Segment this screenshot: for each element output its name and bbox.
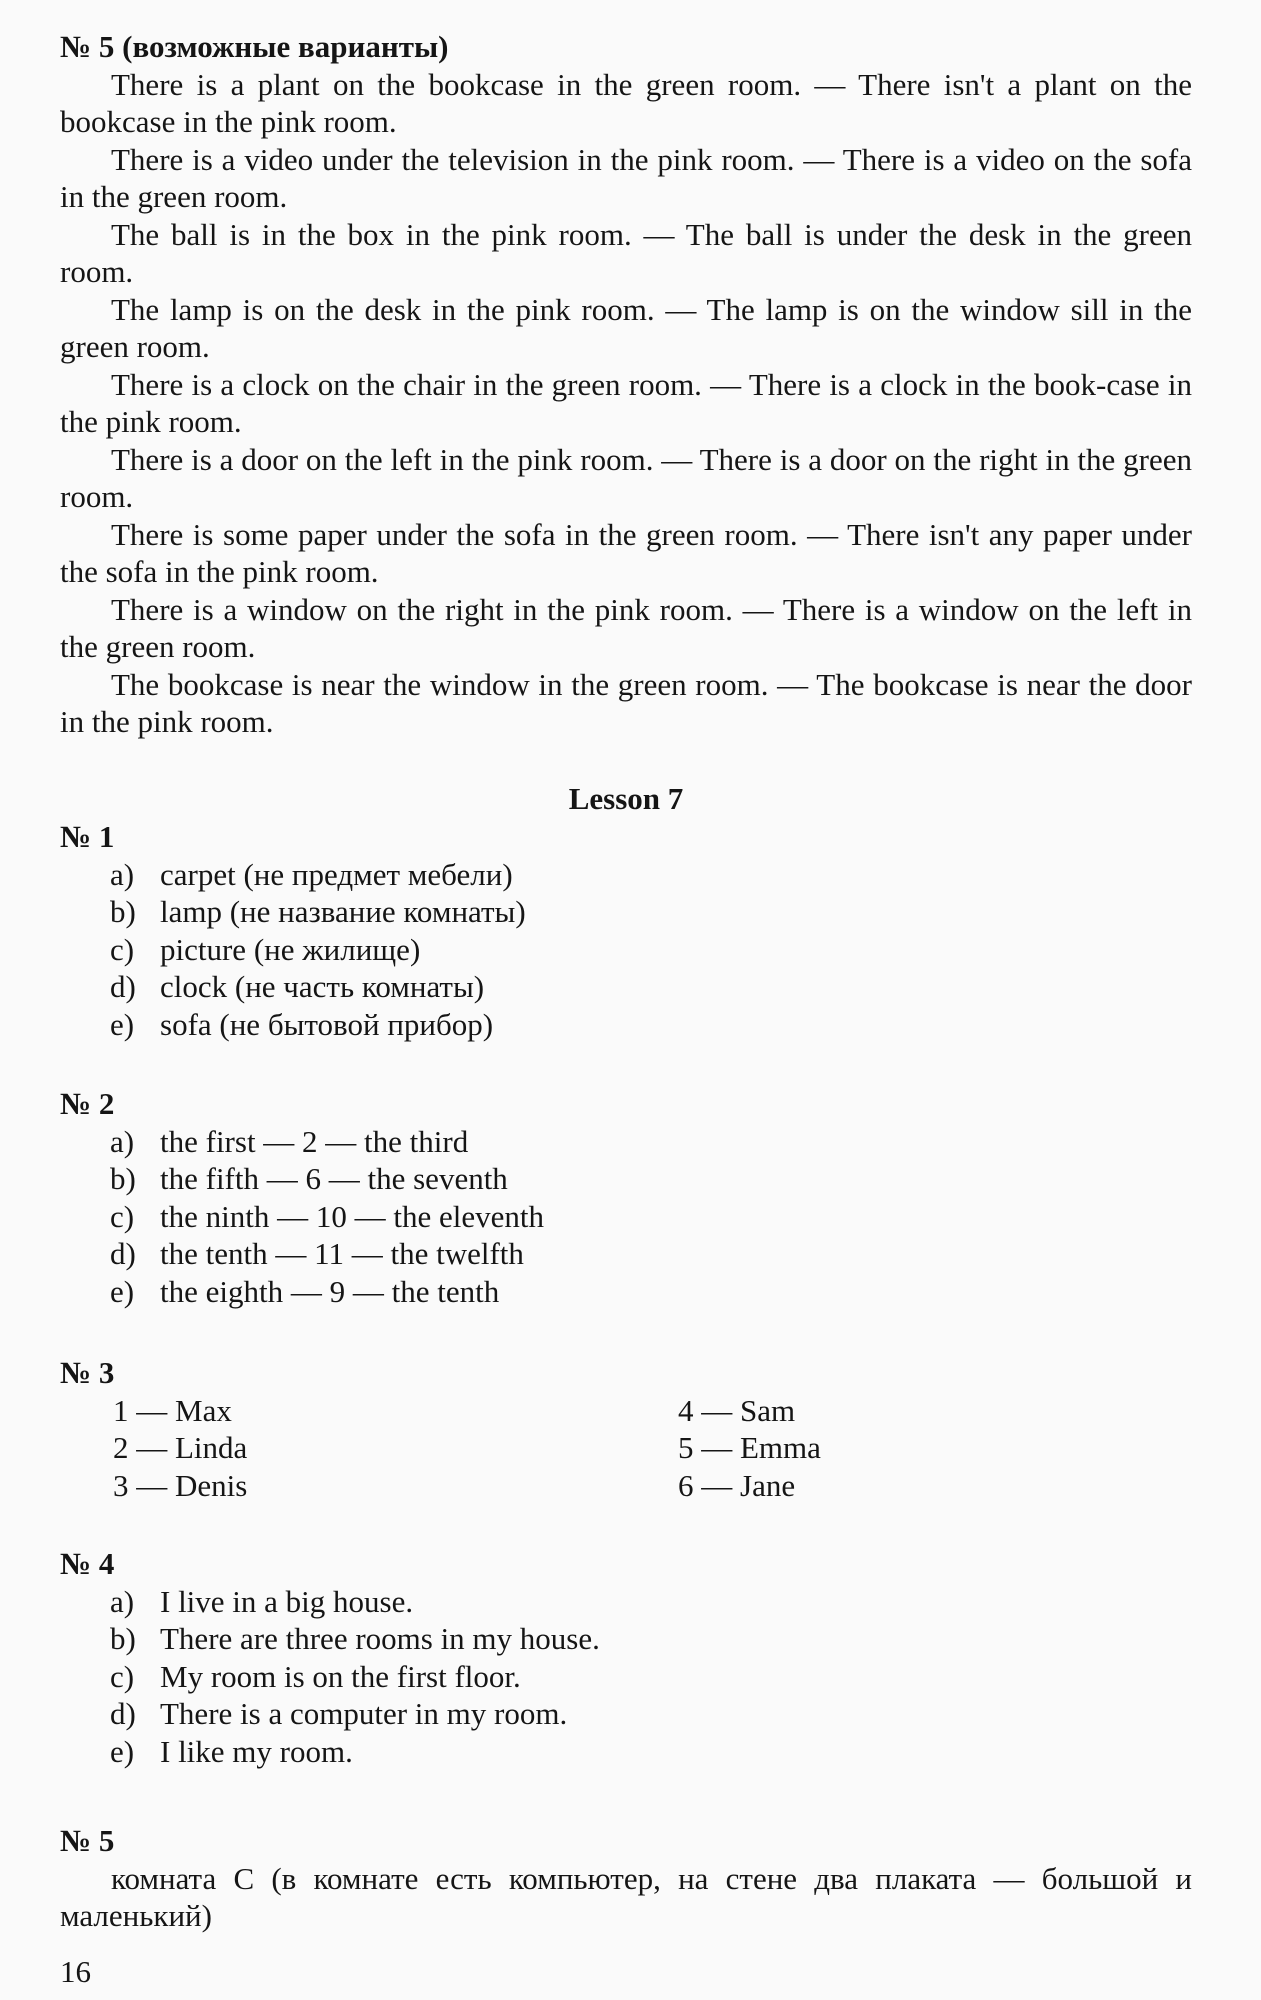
exercise-3 xyxy=(60,1354,1192,1507)
paragraph: The ball is in the box in the pink room. — The ball is under the desk in the green room. xyxy=(60,216,1192,289)
item-marker: b) xyxy=(110,894,136,929)
exercise-4-heading: № 4 xyxy=(60,1546,115,1581)
item-text: the tenth — 11 — the twelfth xyxy=(160,1236,524,1271)
exercise-2-heading: № 2 xyxy=(60,1086,115,1121)
paragraph: The lamp is on the desk in the pink room. — The lamp is on the window sill in the green room. xyxy=(60,291,1192,364)
item-marker: a) xyxy=(110,1123,135,1159)
paragraph: There is a clock on the chair in the green room. — There is a clock in the book-case in the pink room. xyxy=(60,366,1192,439)
item-text: sofa (не бытовой прибор) xyxy=(160,1006,494,1042)
answer-column-left xyxy=(113,1392,247,1505)
answer-pair: 5 — Emma xyxy=(678,1430,821,1465)
item-marker: c) xyxy=(110,931,135,967)
answer-pair: 3 — Denis xyxy=(113,1467,248,1503)
item-text: the ninth — 10 — the eleventh xyxy=(160,1198,544,1234)
exercise-1 xyxy=(60,818,1192,1043)
list-item xyxy=(60,1273,1192,1311)
item-marker: e) xyxy=(110,1273,135,1309)
answer-columns xyxy=(60,1392,1192,1507)
paragraph: комната C (в комнате есть компьютер, на стене два плаката — большой и маленький) xyxy=(60,1860,1192,1933)
item-marker: a) xyxy=(110,856,135,892)
page-number: 16 xyxy=(60,1954,91,1989)
item-text: picture (не жилище) xyxy=(160,931,421,967)
top-exercise-heading: № 5 (возможные варианты) xyxy=(60,29,449,64)
answer-pair: 1 — Max xyxy=(113,1392,232,1428)
list-item xyxy=(60,1733,1192,1771)
paragraph: There is a video under the television in the pink room. — There is a video on the sofa in the green room. xyxy=(60,141,1192,214)
item-marker: e) xyxy=(110,1733,135,1769)
item-text: carpet (не предмет мебели) xyxy=(160,856,513,892)
answer-pair: 2 — Linda xyxy=(113,1430,248,1465)
item-marker: a) xyxy=(110,1583,135,1619)
paragraph: There is a window on the right in the pink room. — There is a window on the left in the green room. xyxy=(60,591,1192,664)
list-item xyxy=(60,1620,1192,1658)
list-item xyxy=(60,1123,1192,1161)
exercise-3-heading: № 3 xyxy=(60,1355,115,1390)
list-item xyxy=(60,931,1192,969)
item-marker: b) xyxy=(110,1161,136,1196)
item-marker: e) xyxy=(110,1006,135,1042)
answer-pair: 6 — Jane xyxy=(678,1467,796,1503)
item-marker: d) xyxy=(110,969,136,1004)
list-item xyxy=(60,893,1192,931)
item-text: lamp (не название комнаты) xyxy=(160,894,526,929)
list-item xyxy=(60,1695,1192,1733)
item-marker: c) xyxy=(110,1198,135,1234)
item-marker: d) xyxy=(110,1236,136,1271)
item-text: clock (не часть комнаты) xyxy=(160,969,485,1004)
list-item xyxy=(60,1198,1192,1236)
answer-column-right xyxy=(678,1392,821,1505)
paragraph: There is some paper under the sofa in the green room. — There isn't any paper under the sofa in the pink room. xyxy=(60,516,1192,589)
item-text: I like my room. xyxy=(160,1733,353,1769)
lesson-title: Lesson 7 xyxy=(568,781,684,816)
item-text: the fifth — 6 — the seventh xyxy=(160,1161,508,1196)
exercise-5 xyxy=(60,1822,1192,1935)
list-item xyxy=(60,1658,1192,1696)
list-item xyxy=(60,1583,1192,1621)
item-text: My room is on the first floor. xyxy=(160,1658,521,1694)
item-text: I live in a big house. xyxy=(160,1583,414,1619)
item-marker: b) xyxy=(110,1621,136,1656)
exercise-4 xyxy=(60,1545,1192,1770)
paragraph: There is a plant on the bookcase in the green room. — There isn't a plant on the bookcase in the pink room. xyxy=(60,66,1192,139)
paragraph: There is a door on the left in the pink room. — There is a door on the right in the green room. xyxy=(60,441,1192,514)
list-item xyxy=(60,1235,1192,1273)
list-item xyxy=(60,1006,1192,1044)
item-marker: c) xyxy=(110,1658,135,1694)
answer-pair: 4 — Sam xyxy=(678,1392,796,1428)
list-item xyxy=(60,856,1192,894)
paragraph: The bookcase is near the window in the green room. — The bookcase is near the door in the pink room. xyxy=(60,666,1192,739)
list-item xyxy=(60,1160,1192,1198)
top-exercise xyxy=(60,28,1192,741)
list-item xyxy=(60,968,1192,1006)
exercise-1-heading: № 1 xyxy=(60,819,115,854)
exercise-2 xyxy=(60,1085,1192,1310)
item-text: There are three rooms in my house. xyxy=(160,1621,600,1656)
item-text: the first — 2 — the third xyxy=(160,1123,469,1159)
item-text: There is a computer in my room. xyxy=(160,1696,568,1731)
item-marker: d) xyxy=(110,1696,136,1731)
exercise-5-heading: № 5 xyxy=(60,1823,115,1858)
item-text: the eighth — 9 — the tenth xyxy=(160,1273,500,1309)
